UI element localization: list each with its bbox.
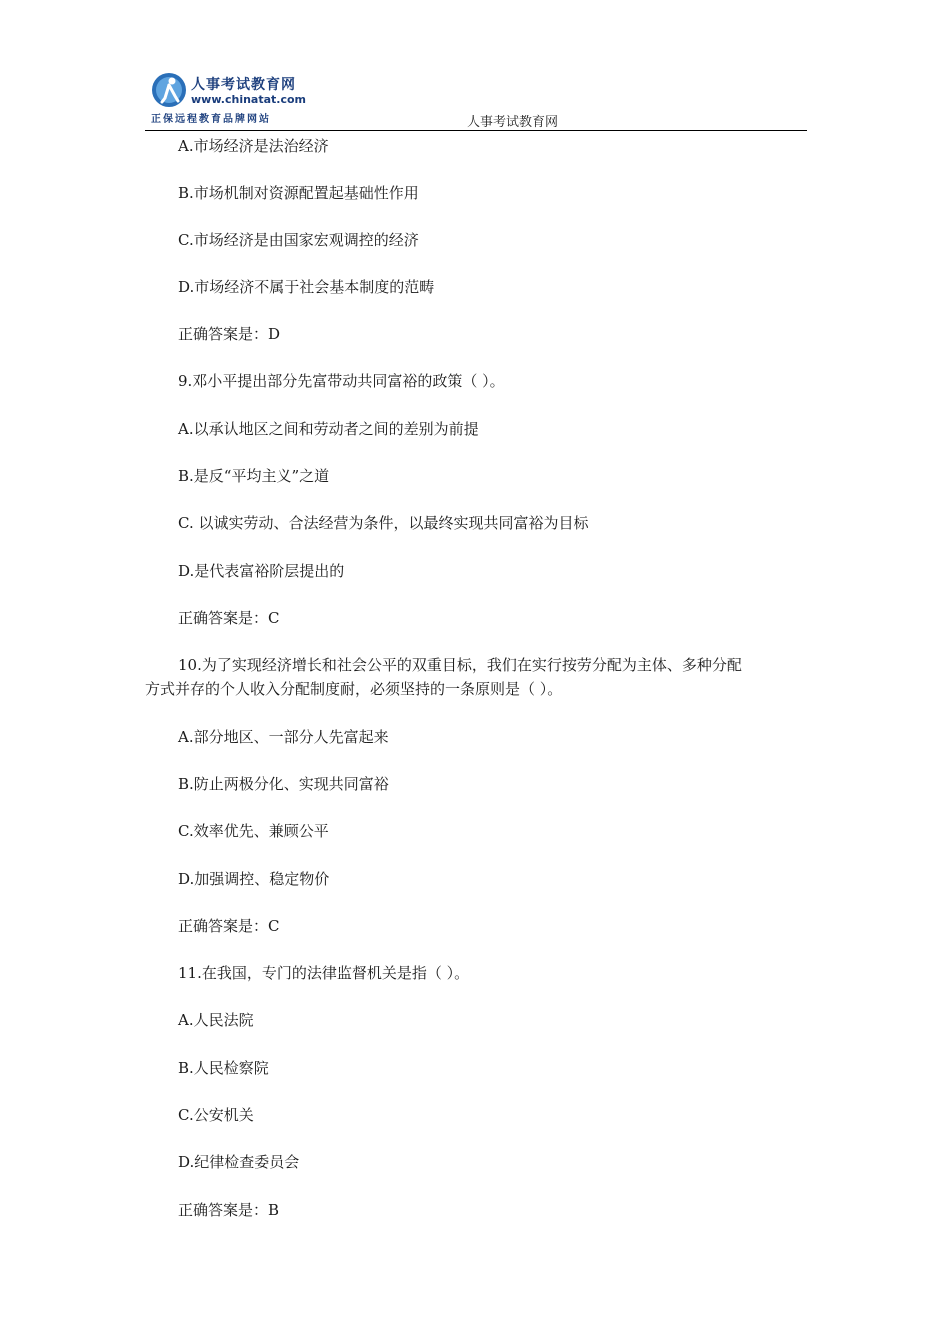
question-11: 11.在我国，专门的法律监督机关是指（ ）。: [178, 964, 470, 982]
option-d-q11: D.纪律检查委员会: [178, 1153, 300, 1171]
site-logo: [145, 66, 306, 128]
option-b-q10: B.防止两极分化、实现共同富裕: [178, 775, 389, 793]
question-10-line-1: 10.为了实现经济增长和社会公平的双重目标，我们在实行按劳分配为主体、多种分配: [178, 656, 742, 674]
question-10-line-2: 方式并存的个人收入分配制度耐，必须坚持的一条原则是（ ）。: [145, 680, 563, 698]
answer-q10: 正确答案是：C: [178, 917, 280, 935]
option-b-q8: B.市场机制对资源配置起基础性作用: [178, 184, 419, 202]
header-title: 人事考试教育网: [467, 115, 559, 130]
option-c-q8: C.市场经济是由国家宏观调控的经济: [178, 231, 419, 249]
option-b-q11: B.人民检察院: [178, 1059, 269, 1077]
logo-url: www.chinatat.com: [191, 93, 306, 106]
option-d-q9: D.是代表富裕阶层提出的: [178, 562, 345, 580]
option-a-q9: A.以承认地区之间和劳动者之间的差别为前提: [178, 420, 479, 438]
option-d-q8: D.市场经济不属于社会基本制度的范畴: [178, 278, 435, 296]
option-b-q9: B.是反“平均主义”之道: [178, 467, 330, 485]
option-a-q8: A.市场经济是法治经济: [178, 137, 329, 155]
option-c-q10: C.效率优先、兼顾公平: [178, 822, 329, 840]
answer-q9: 正确答案是：C: [178, 609, 280, 627]
option-a-q11: A.人民法院: [178, 1011, 254, 1029]
page-header: [145, 66, 807, 131]
question-9: 9.邓小平提出部分先富带动共同富裕的政策（ ）。: [178, 372, 505, 390]
option-a-q10: A.部分地区、一部分人先富起来: [178, 728, 389, 746]
question-10: [145, 653, 807, 701]
answer-q11: 正确答案是：B: [178, 1201, 280, 1219]
answer-q8: 正确答案是：D: [178, 325, 281, 343]
logo-slogan: 正保远程教育品牌网站: [151, 114, 271, 125]
option-c-q11: C.公安机关: [178, 1106, 254, 1124]
logo-person-icon: [151, 72, 187, 108]
option-c-q9: C. 以诚实劳动、合法经营为条件，以最终实现共同富裕为目标: [178, 514, 589, 532]
logo-site-name: 人事考试教育网: [191, 77, 296, 93]
option-d-q10: D.加强调控、稳定物价: [178, 870, 330, 888]
